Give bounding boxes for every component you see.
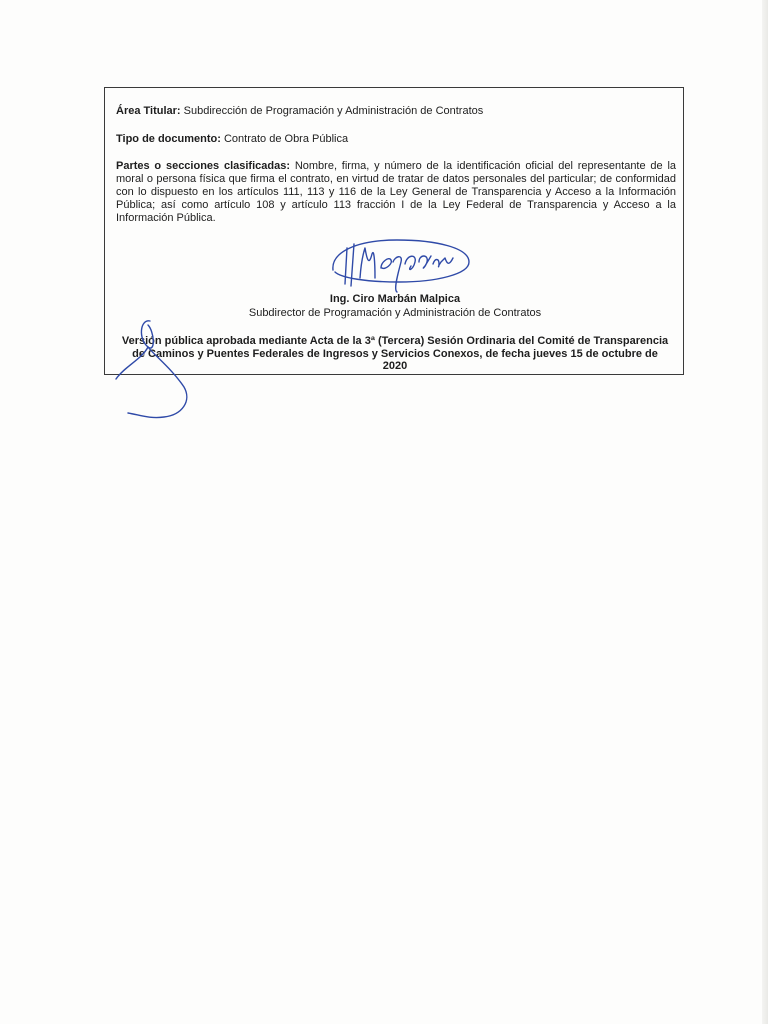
handwritten-signature xyxy=(327,232,477,294)
handwritten-initial xyxy=(110,315,195,425)
tipo-documento-line xyxy=(116,133,676,146)
area-titular-value: Subdirección de Programación y Administración de Contratos xyxy=(183,105,484,117)
scan-page-edge xyxy=(762,0,768,1024)
area-titular-label: Área Titular: xyxy=(116,105,181,117)
partes-line-4: Pública; así como artículo 108 y artículo 113 fracción I de la Ley Federal de Transparencia y Acceso a la xyxy=(116,199,676,211)
partes-line-5: Información Pública. xyxy=(116,212,216,224)
partes-line-1 xyxy=(116,160,676,173)
partes-label: Partes o secciones clasificadas: xyxy=(116,160,291,172)
version-line-1: Versión pública aprobada mediante Acta de la 3ª (Tercera) Sesión Ordinaria del Comité de Transparencia xyxy=(121,335,669,347)
partes-text-1: Nombre, firma, y número de la identificación oficial del representante de la xyxy=(294,160,677,172)
area-titular-line xyxy=(116,105,676,118)
signer-title: Subdirector de Programación y Administración de Contratos xyxy=(248,307,542,319)
partes-line-3: con lo dispuesto en los artículos 111, 113 y 116 de la Ley General de Transparencia y Acceso a la Información xyxy=(116,186,676,198)
signer-name: Ing. Ciro Marbán Malpica xyxy=(329,293,461,305)
version-line-2: de Caminos y Puentes Federales de Ingresos y Servicios Conexos, de fecha jueves 15 de octubre de xyxy=(132,348,658,360)
partes-line-2: moral o persona física que firma el contrato, en virtud de tratar de datos personales del particular; de conformidad xyxy=(116,173,676,185)
version-line-3: 2020 xyxy=(382,360,408,372)
tipo-documento-value: Contrato de Obra Pública xyxy=(223,133,349,145)
tipo-documento-label: Tipo de documento: xyxy=(116,133,221,145)
